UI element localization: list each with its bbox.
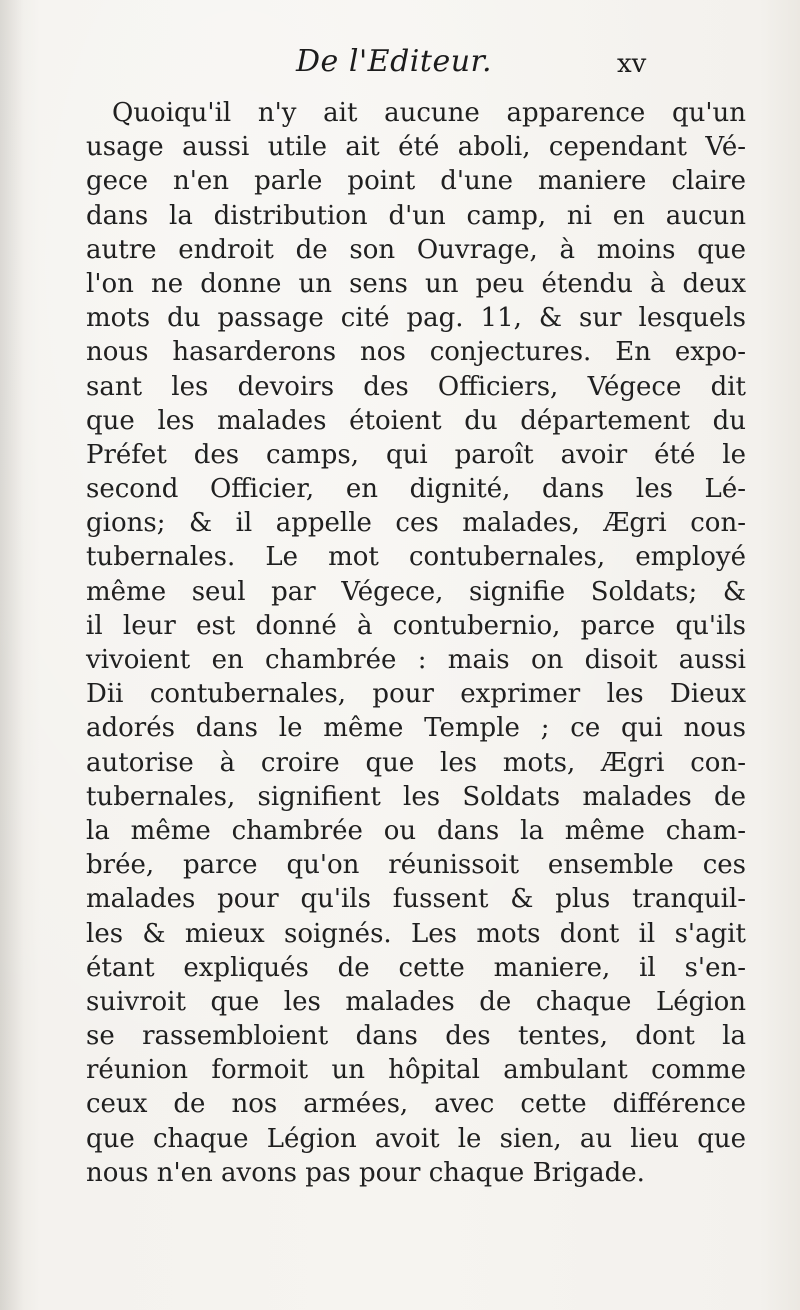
text-line: réunion formoit un hôpital ambulant comme [86,1055,746,1086]
text-line: les & mieux soignés. Les mots dont il s'agit [86,918,746,949]
text-line: gions; & il appelle ces malades, Ægri con- [86,508,746,539]
text-line: tubernales, signifient les Soldats malades de [86,781,746,812]
running-head: De l'Editeur. [296,44,493,79]
text-line: que chaque Légion avoit le sien, au lieu que [86,1123,746,1154]
text-line: second Officier, en dignité, dans les Lé- [86,474,746,505]
text-line: Quoiqu'il n'y ait aucune apparence qu'un [112,98,746,128]
page-gutter-shadow [0,0,24,1310]
text-line: la même chambrée ou dans la même cham- [86,815,746,846]
text-line: autorise à croire que les mots, Ægri con- [86,747,746,778]
text-line: l'on ne donne un sens un peu étendu à deux [86,268,746,299]
text-line: brée, parce qu'on réunissoit ensemble ces [86,850,746,881]
text-line: mots du passage cité pag. 11, & sur lesquels [86,303,746,334]
body-paragraph [86,96,746,1190]
text-line: Préfet des camps, qui paroît avoir été le [86,439,746,470]
text-line: étant expliqués de cette maniere, il s'en- [86,952,746,983]
page-number: xv [617,49,647,79]
text-line: malades pour qu'ils fussent & plus tranquil- [86,884,746,915]
text-line: Dii contubernales, pour exprimer les Dieux [86,679,746,710]
text-line: se rassembloient dans des tentes, dont la [86,1021,746,1052]
text-line: il leur est donné à contubernio, parce qu'ils [86,610,746,641]
text-line: nous hasarderons nos conjectures. En expo- [86,337,746,368]
text-line: suivroit que les malades de chaque Légion [86,986,746,1017]
text-line: nous n'en avons pas pour chaque Brigade. [86,1157,645,1188]
text-line: ceux de nos armées, avec cette différence [86,1089,746,1120]
text-line: usage aussi utile ait été aboli, cependant Vé- [86,132,746,163]
text-line: vivoient en chambrée : mais on disoit aussi [86,645,746,675]
text-line: sant les devoirs des Officiers, Végece dit [86,371,746,402]
text-line: dans la distribution d'un camp, ni en aucun [86,200,746,231]
text-line: que les malades étoient du département du [86,405,746,436]
text-line: autre endroit de son Ouvrage, à moins que [86,234,746,265]
page-header [0,40,800,96]
text-line: gece n'en parle point d'une maniere claire [86,166,746,197]
text-line: tubernales. Le mot contubernales, employé [86,542,746,573]
text-line: même seul par Végece, signifie Soldats; & [86,576,746,607]
text-line: adorés dans le même Temple ; ce qui nous [86,713,746,744]
